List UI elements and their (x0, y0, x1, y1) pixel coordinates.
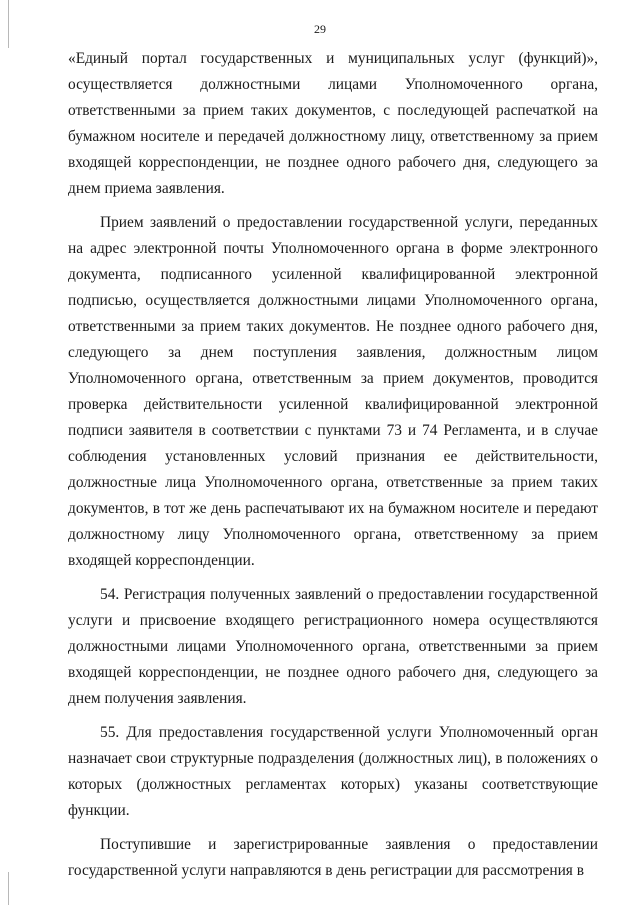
paragraph-item-54: 54. Регистрация полученных заявлений о предоставлении государственной услуги и присвоение входящего регистрационного номера осуществляются должностными лицами Уполномоченного органа, ответственными за прием входящей корреспонденции, не позднее одного рабочего дня, следующего за днем получения заявления. (68, 586, 598, 707)
document-body (68, 46, 598, 892)
paragraph-registered-applications: Поступившие и зарегистрированные заявления о предоставлении государственной услуги направляются в день регистрации для рассмотрения в (68, 836, 598, 879)
paragraph-email-applications: Прием заявлений о предоставлении государственной услуги, переданных на адрес электронной почты Уполномоченного органа в форме электронного документа, подписанного усиленной квалифицированной электронной подписью, осуществляется должностными лицами Уполномоченного органа, ответственными за прием таких документов. Не позднее одного рабочего дня, следующего за днем поступления заявления, должностным лицом Уполномоченного органа, ответственным за прием документов, проводится проверка действительности усиленной квалифицированной электронной подписи заявителя в соответствии с пунктами 73 и 74 Регламента, и в случае соблюдения установленных условий признания ее действительности, должностные лица Уполномоченного органа, ответственные за прием таких документов, в тот же день распечатывают их на бумажном носителе и передают должностному лицу Уполномоченного органа, ответственному за прием входящей корреспонденции. (68, 214, 598, 569)
paragraph-continuation: «Единый портал государственных и муниципальных услуг (функций)», осуществляется должностными лицами Уполномоченного органа, ответственными за прием таких документов, с последующей распечаткой на бумажном носителе и передачей должностному лицу, ответственному за прием входящей корреспонденции, не позднее одного рабочего дня, следующего за днем приема заявления. (68, 50, 598, 197)
paragraph-item-55: 55. Для предоставления государственной услуги Уполномоченный орган назначает свои структурные подразделения (должностных лиц), в положениях о которых (должностных регламентах которых) указаны соответствующие функции. (68, 724, 598, 819)
page-number: 29 (314, 22, 326, 36)
scan-edge-line (8, 872, 9, 905)
